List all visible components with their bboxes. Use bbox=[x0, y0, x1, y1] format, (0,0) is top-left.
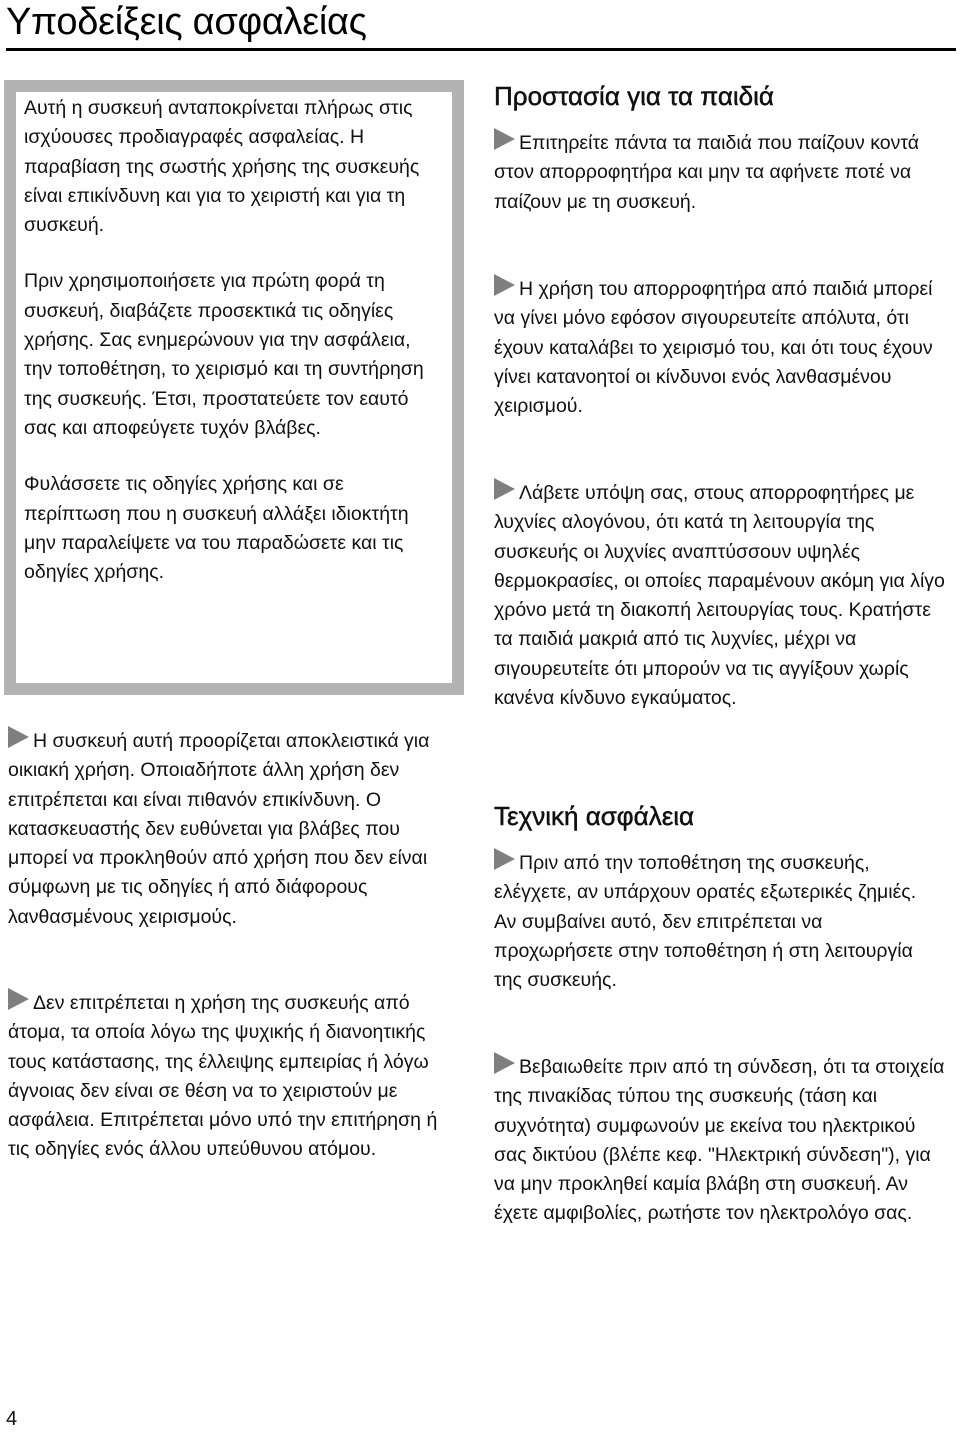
page-number: 4 bbox=[6, 1408, 18, 1430]
triangle-bullet-icon bbox=[494, 128, 515, 150]
title-rule bbox=[6, 48, 956, 51]
section-heading-children: Προστασία για τα παιδιά bbox=[494, 81, 774, 111]
triangle-bullet-icon bbox=[494, 478, 515, 500]
bullet-text: Πριν από την τοποθέτηση της συσκευής, ελέγχετε, αν υπάρχουν ορατές εξωτερικές ζημιές. bbox=[494, 852, 917, 904]
bullet-text: Δεν επιτρέπεται η χρήση της συσκευής από άτομα, τα οποία λόγω της ψυχικής ή διανοητικής τους κατάστασης, της έλλειψης εμπειρίας ή λόγω άγνοιας δεν είναι σε θέση να το χειριστούν με ασφάλεια. Επιτρέπεται μόνο υπό την επιτήρηση ή τις οδηγίες ενός άλλου υπεύθυνου ατόμου. bbox=[8, 992, 438, 1161]
list-item bbox=[494, 274, 946, 421]
list-item bbox=[8, 726, 460, 932]
list-item bbox=[494, 848, 946, 995]
intro-text bbox=[24, 94, 444, 587]
triangle-bullet-icon bbox=[494, 1052, 515, 1074]
triangle-bullet-icon bbox=[8, 726, 29, 748]
bullet-text: Η χρήση του απορροφητήρα από παιδιά μπορεί να γίνει μόνο εφόσον σιγουρευτείτε απόλυτα, ότι έχουν καταλάβει το χειρισμό του, και ότι τους έχουν γίνει κατανοητοί οι κίνδυνοι ενός λανθασμένου χειρισμού. bbox=[494, 278, 933, 418]
triangle-bullet-icon bbox=[494, 848, 515, 870]
intro-paragraph-3: Φυλάσσετε τις οδηγίες χρήσης και σε περίπτωση που η συσκευή αλλάξει ιδιοκτήτη μην παραλείψετε να του παραδώσετε και τις οδηγίες χρήσης. bbox=[24, 473, 409, 584]
section-heading-technical: Τεχνική ασφάλεια bbox=[494, 801, 695, 831]
intro-paragraph-1: Αυτή η συσκευή ανταποκρίνεται πλήρως στις ισχύουσες προδιαγραφές ασφαλείας. Η παραβίαση της σωστής χρήσης της συσκευής είναι επικίνδυνη και για το χειριστή και για τη συσκευή. bbox=[24, 97, 420, 237]
list-item bbox=[494, 1052, 946, 1229]
bullet-text: Η συσκευή αυτή προορίζεται αποκλειστικά για οικιακή χρήση. Οποιαδήποτε άλλη χρήση δεν επιτρέπεται και είναι πιθανόν επικίνδυνη. Ο κατασκευαστής δεν ευθύνεται για βλάβες που μπορεί να προκληθούν από χρήση που δεν είναι σύμφωνη με τις οδηγίες ή από διάφορους λανθασμένους χειρισμούς. bbox=[8, 730, 430, 928]
bullet-text: Επιτηρείτε πάντα τα παιδιά που παίζουν κοντά στον απορροφητήρα και μην τα αφήνετε ποτέ να παίζουν με τη συσκευή. bbox=[494, 132, 920, 213]
bullet-text: Βεβαιωθείτε πριν από τη σύνδεση, ότι τα στοιχεία της πινακίδας τύπου της συσκευής (τάση και συχνότητα) συμφωνούν με εκείνα του ηλεκτρικού σας δικτύου (βλέπε κεφ. "Ηλεκτρική σύνδεση"), για να μην προκληθεί καμία βλάβη στη συσκευή. Αν έχετε αμφιβολίες, ρωτήστε τον ηλεκτρολόγο σας. bbox=[494, 1056, 945, 1225]
bullet-continuation: Αν συμβαίνει αυτό, δεν επιτρέπεται να προχωρήσετε στην τοποθέτηση ή στη λειτουργία της συσκευής. bbox=[494, 910, 913, 992]
list-item bbox=[494, 478, 946, 713]
triangle-bullet-icon bbox=[494, 274, 515, 296]
list-item bbox=[494, 128, 946, 217]
intro-paragraph-2: Πριν χρησιμοποιήσετε για πρώτη φορά τη συσκευή, διαβάζετε προσεκτικά τις οδηγίες χρήσης. Σας ενημερώνουν για την ασφάλεια, την τοποθέτηση, το χειρισμό και τη συντήρηση της συσκευής. Έτσι, προστατεύετε τον εαυτό σας και αποφεύγετε τυχόν βλάβες. bbox=[24, 270, 424, 439]
bullet-text: Λάβετε υπόψη σας, στους απορροφητήρες με λυχνίες αλογόνου, ότι κατά τη λειτουργία της συσκευής οι λυχνίες αναπτύσσουν υψηλές θερμοκρασίες, οι οποίες παραμένουν ακόμη για λίγο χρόνο μετά τη διακοπή λειτουργίας τους. Κρατήστε τα παιδιά μακριά από τις λυχνίες, μέχρι να σιγουρευτείτε ότι μπορούν να τις αγγίξουν χωρίς κανένα κίνδυνο εγκαύματος. bbox=[494, 482, 945, 710]
list-item bbox=[8, 988, 460, 1165]
triangle-bullet-icon bbox=[8, 988, 29, 1010]
page-title: Υποδείξεις ασφαλείας bbox=[6, 1, 367, 43]
bullet-paragraph bbox=[494, 848, 946, 908]
